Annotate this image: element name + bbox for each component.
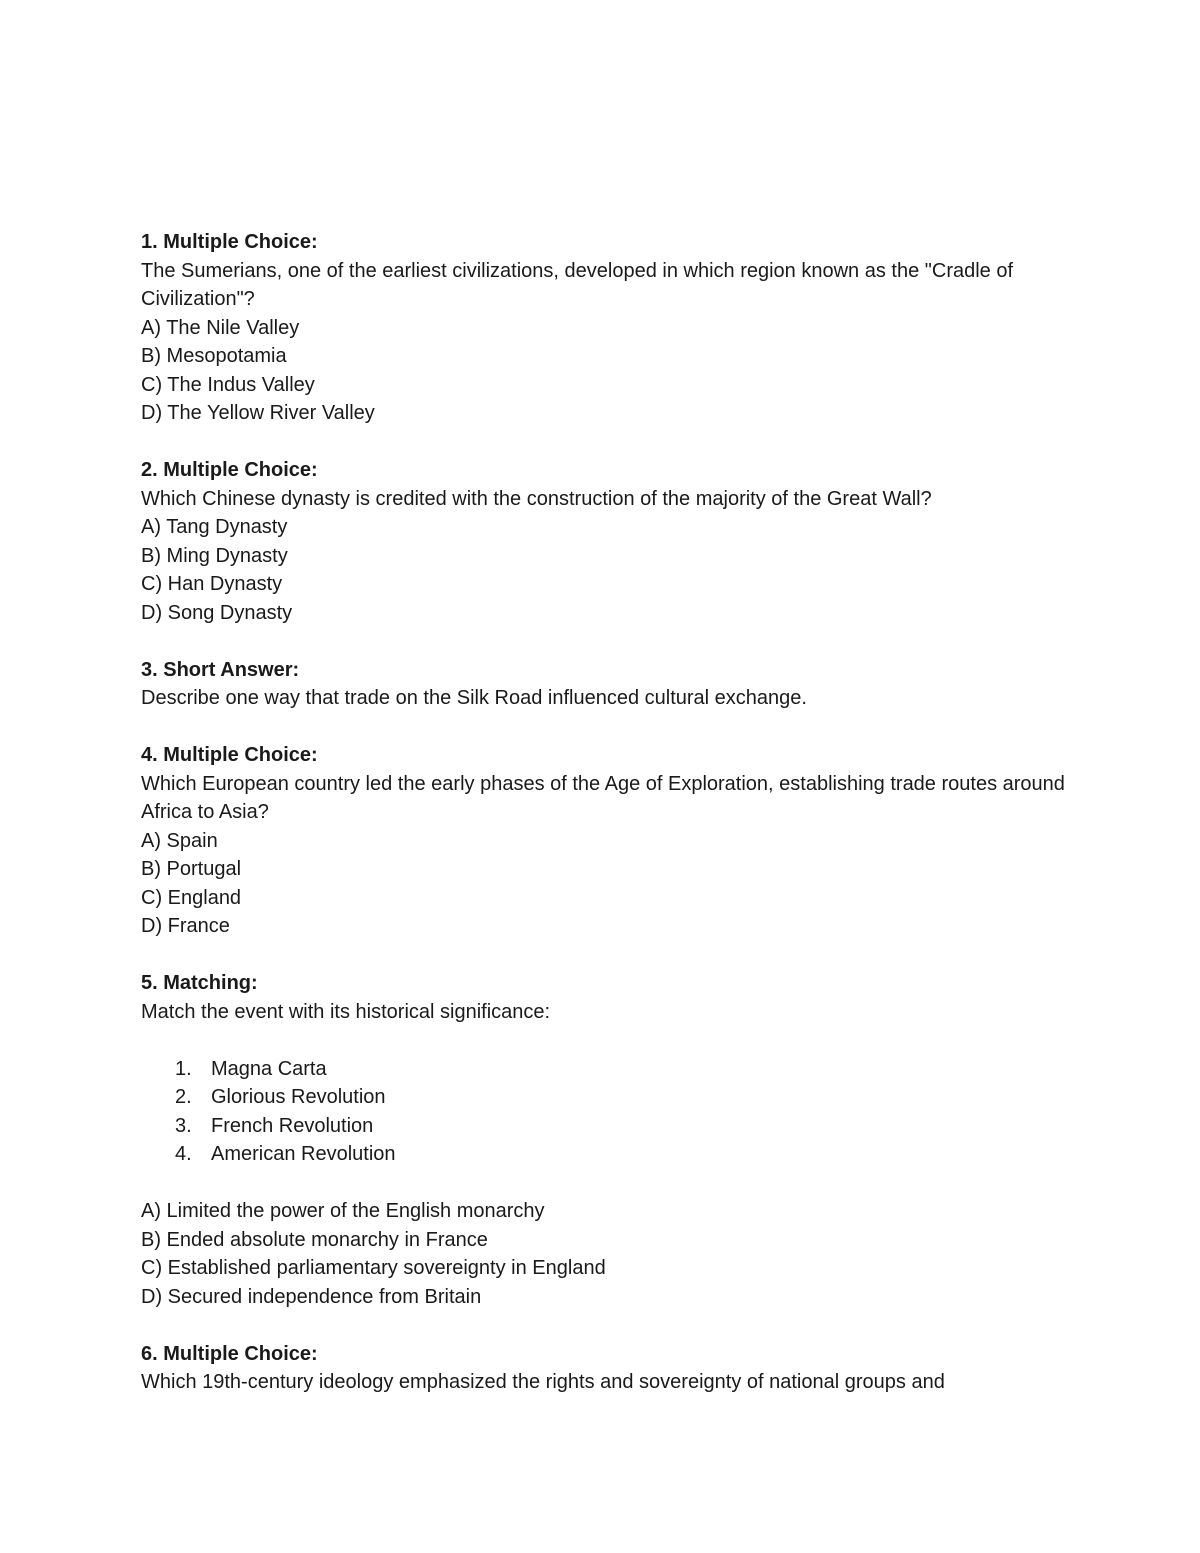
option-d: D) Song Dynasty	[141, 601, 293, 624]
option-a: A) Limited the power of the English monarchy	[141, 1200, 545, 1222]
question-heading: 3. Short Answer:	[141, 658, 300, 681]
question-4	[141, 741, 1071, 941]
option-a: A) Tang Dynasty	[141, 516, 288, 538]
question-prompt: Which European country led the early phases of the Age of Exploration, establishing trade routes around Africa to Asia?	[141, 772, 1070, 823]
question-prompt: Which 19th-century ideology emphasized the rights and sovereignty of national groups and	[141, 1371, 945, 1393]
question-prompt: The Sumerians, one of the earliest civilizations, developed in which region known as the "Cradle of Civilization"?	[141, 259, 1019, 310]
question-heading: 6. Multiple Choice:	[141, 1342, 318, 1365]
question-1	[141, 228, 1071, 428]
event-item	[141, 1112, 1071, 1141]
option-c: C) England	[141, 886, 242, 909]
question-prompt: Describe one way that trade on the Silk Road influenced cultural exchange.	[141, 687, 807, 709]
question-prompt: Which Chinese dynasty is credited with the construction of the majority of the Great Wall?	[141, 487, 932, 510]
event-number: 4.	[175, 1143, 192, 1165]
spacer	[141, 1169, 1071, 1198]
option-c: C) Han Dynasty	[141, 573, 283, 595]
spacer	[141, 941, 1071, 970]
option-c: C) The Indus Valley	[141, 373, 315, 396]
question-2	[141, 456, 1071, 627]
event-label: Magna Carta	[211, 1057, 327, 1080]
question-3	[141, 656, 1071, 713]
question-6	[141, 1340, 1071, 1397]
event-label: French Revolution	[211, 1114, 374, 1137]
option-a: A) Spain	[141, 829, 218, 852]
option-c: C) Established parliamentary sovereignty in England	[141, 1257, 606, 1279]
event-list	[141, 1055, 1071, 1169]
spacer	[141, 1026, 1071, 1055]
event-number: 2.	[175, 1086, 192, 1108]
spacer	[141, 1311, 1071, 1340]
event-label: Glorious Revolution	[211, 1086, 386, 1108]
question-heading: 5. Matching:	[141, 972, 258, 994]
question-heading: 4. Multiple Choice:	[141, 744, 318, 766]
event-number: 1.	[175, 1057, 192, 1080]
option-b: B) Portugal	[141, 858, 242, 880]
spacer	[141, 713, 1071, 742]
option-b: B) Ended absolute monarchy in France	[141, 1228, 488, 1251]
event-number: 3.	[175, 1114, 192, 1137]
event-item	[141, 1083, 1071, 1112]
question-prompt: Match the event with its historical significance:	[141, 1000, 551, 1023]
option-d: D) France	[141, 915, 230, 937]
question-heading: 2. Multiple Choice:	[141, 459, 318, 481]
event-item	[141, 1140, 1071, 1169]
option-d: D) Secured independence from Britain	[141, 1285, 482, 1308]
event-label: American Revolution	[211, 1143, 396, 1165]
option-b: B) Mesopotamia	[141, 345, 287, 367]
question-5	[141, 969, 1071, 1311]
question-heading: 1. Multiple Choice:	[141, 231, 318, 253]
option-d: D) The Yellow River Valley	[141, 402, 375, 424]
event-item	[141, 1055, 1071, 1084]
option-b: B) Ming Dynasty	[141, 544, 288, 567]
spacer	[141, 428, 1071, 457]
option-a: A) The Nile Valley	[141, 316, 300, 339]
document-page	[141, 228, 1071, 1397]
spacer	[141, 627, 1071, 656]
